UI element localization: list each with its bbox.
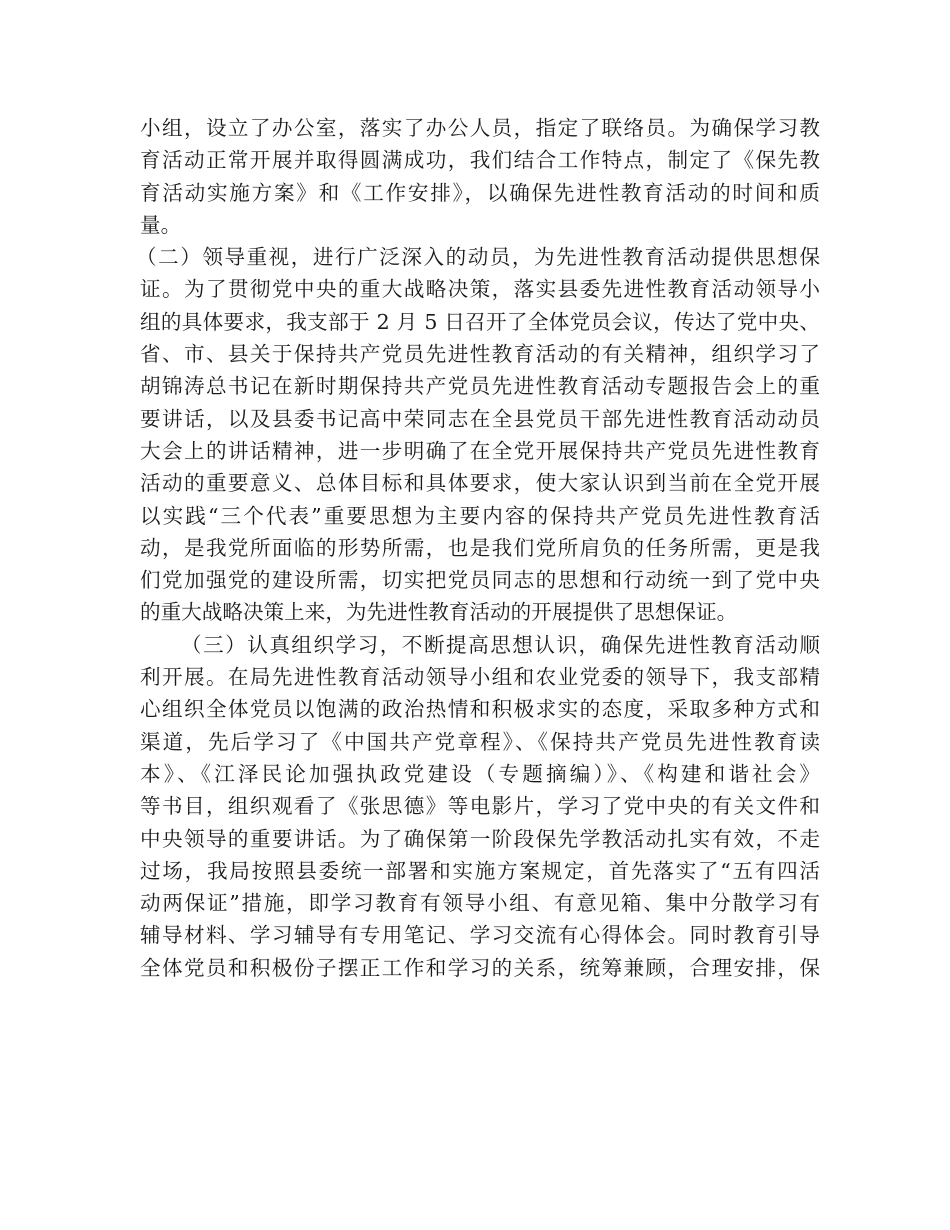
text-line: 辅导材料、学习辅导有专用笔记、学习交流有心得体会。同时教育引导 (140, 923, 820, 948)
text-line: 组的具体要求，我支部于 2 月 5 日召开了全体党员会议，传达了党中央、 (140, 309, 820, 334)
text-line: （三）认真组织学习，不断提高思想认识，确保先进性教育活动顺 (181, 632, 820, 657)
text-line: 育活动实施方案》和《工作安排》，以确保先进性教育活动的时间和质 (140, 180, 820, 205)
text-line: 证。为了贯彻党中央的重大战略决策，落实县委先进性教育活动领导小 (140, 277, 820, 302)
text-line: 等书目，组织观看了《张思德》等电影片，学习了党中央的有关文件和 (140, 794, 820, 819)
text-line: 要讲话，以及县委书记高中荣同志在全县党员干部先进性教育活动动员 (140, 406, 820, 431)
text-line: 动，是我党所面临的形势所需，也是我们党所肩负的任务所需，更是我 (140, 535, 820, 560)
text-line: 胡锦涛总书记在新时期保持共产党员先进性教育活动专题报告会上的重 (140, 374, 820, 399)
text-line: 以实践“三个代表”重要思想为主要内容的保持共产党员先进性教育活 (140, 503, 820, 528)
text-line: 渠道，先后学习了《中国共产党章程》、《保持共产党员先进性教育读 (140, 729, 820, 754)
text-line: 动两保证”措施，即学习教育有领导小组、有意见箱、集中分散学习有 (140, 891, 820, 916)
text-line: 利开展。在局先进性教育活动领导小组和农业党委的领导下，我支部精 (140, 665, 820, 690)
text-line: 中央领导的重要讲话。为了确保第一阶段保先学教活动扎实有效，不走 (140, 826, 820, 851)
text-line: 量。 (140, 212, 182, 237)
text-line: 的重大战略决策上来，为先进性教育活动的开展提供了思想保证。 (140, 600, 738, 625)
text-line: 本》、《江泽民论加强执政党建设（专题摘编）》、《构建和谐社会》 (140, 761, 820, 786)
text-line: 育活动正常开展并取得圆满成功，我们结合工作特点，制定了《保先教 (140, 148, 820, 173)
text-line: 省、市、县关于保持共产党员先进性教育活动的有关精神，组织学习了 (140, 342, 820, 367)
text-line: 心组织全体党员以饱满的政治热情和积极求实的态度，采取多种方式和 (140, 697, 820, 722)
text-line: （二）领导重视，进行广泛深入的动员，为先进性教育活动提供思想保 (136, 245, 820, 270)
paragraph-1 (140, 112, 820, 241)
text-line: 们党加强党的建设所需，切实把党员同志的思想和行动统一到了党中央 (140, 568, 820, 593)
document-body (136, 112, 820, 984)
paragraph-2 (136, 241, 820, 629)
text-line: 过场，我局按照县委统一部署和实施方案规定，首先落实了“五有四活 (140, 858, 820, 883)
text-line: 活动的重要意义、总体目标和具体要求，使大家认识到当前在全党开展 (140, 471, 820, 496)
text-line: 全体党员和积极份子摆正工作和学习的关系，统筹兼顾，合理安排，保 (140, 955, 820, 980)
text-line: 小组，设立了办公室，落实了办公人员，指定了联络员。为确保学习教 (140, 116, 820, 140)
paragraph-3 (140, 629, 820, 984)
text-line: 大会上的讲话精神，进一步明确了在全党开展保持共产党员先进性教育 (140, 438, 820, 463)
